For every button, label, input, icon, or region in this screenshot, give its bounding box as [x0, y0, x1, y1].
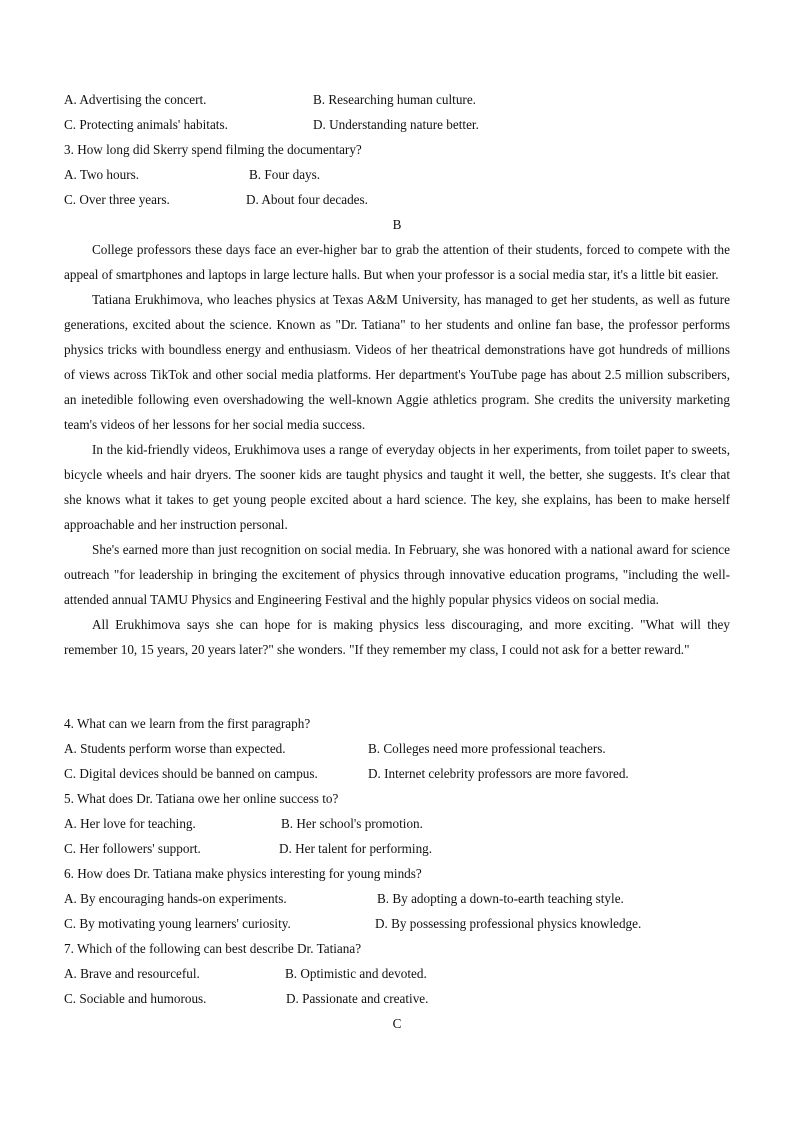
q6-option-b: B. By adopting a down-to-earth teaching style.: [377, 891, 624, 906]
q4-question: 4. What can we learn from the first paragraph?: [64, 716, 311, 731]
q2-option-d: D. Understanding nature better.: [313, 117, 479, 132]
q6-option-d: D. By possessing professional physics knowledge.: [375, 916, 642, 931]
q7-question: 7. Which of the following can best describe Dr. Tatiana?: [64, 941, 362, 956]
passage-b-paragraph-4: She's earned more than just recognition on social media. In February, she was honored with a national award for science outreach "for leadership in bringing the excitement of physics through innovative education programs, "including the well-attended annual TAMU Physics and Engineering Festival and the highly popular physics videos on social media.: [64, 542, 730, 607]
q3-option-c: C. Over three years.: [64, 192, 170, 207]
q4-option-b: B. Colleges need more professional teachers.: [368, 741, 606, 756]
section-b-heading: B: [392, 217, 402, 232]
passage-b: [64, 237, 730, 662]
q3-option-b: B. Four days.: [249, 167, 321, 182]
q6-option-a: A. By encouraging hands-on experiments.: [64, 891, 287, 906]
q2-option-b: B. Researching human culture.: [313, 92, 476, 107]
q5-option-d: D. Her talent for performing.: [279, 841, 433, 856]
q3-option-d: D. About four decades.: [246, 192, 368, 207]
q5-option-c: C. Her followers' support.: [64, 841, 201, 856]
passage-b-paragraph-5: All Erukhimova says she can hope for is making physics less discouraging, and more exciting. "What will they remember 10, 15 years, 20 years later?" she wonders. "If they remember my class, I could not ask for a better reward.": [64, 617, 730, 657]
q4-option-c: C. Digital devices should be banned on campus.: [64, 766, 318, 781]
q3-question: 3. How long did Skerry spend filming the documentary?: [64, 142, 362, 157]
passage-b-paragraph-1: College professors these days face an ever-higher bar to grab the attention of their students, forced to compete with the appeal of smartphones and laptops in large lecture halls. But when your professor is a social media star, it's a little bit easier.: [64, 242, 730, 282]
q4-option-a: A. Students perform worse than expected.: [64, 741, 286, 756]
q5-option-b: B. Her school's promotion.: [281, 816, 423, 831]
q6-question: 6. How does Dr. Tatiana make physics interesting for young minds?: [64, 866, 422, 881]
q3-option-a: A. Two hours.: [64, 167, 140, 182]
q7-option-b: B. Optimistic and devoted.: [285, 966, 427, 981]
section-c-heading: C: [392, 1016, 402, 1031]
q5-question: 5. What does Dr. Tatiana owe her online success to?: [64, 791, 339, 806]
q4-option-d: D. Internet celebrity professors are more favored.: [368, 766, 629, 781]
q6-option-c: C. By motivating young learners' curiosity.: [64, 916, 291, 931]
q2-option-a: A. Advertising the concert.: [64, 92, 207, 107]
q7-option-d: D. Passionate and creative.: [286, 991, 429, 1006]
q5-option-a: A. Her love for teaching.: [64, 816, 196, 831]
q2-option-c: C. Protecting animals' habitats.: [64, 117, 228, 132]
q7-option-a: A. Brave and resourceful.: [64, 966, 200, 981]
passage-b-paragraph-3: In the kid-friendly videos, Erukhimova uses a range of everyday objects in her experiments, from toilet paper to sweets, bicycle wheels and hair dryers. The sooner kids are taught physics and taught it well, the better, she suggests. It's clear that she knows what it takes to get young people excited about a hard science. The key, she explains, has been to make herself approachable and her instruction personal.: [64, 442, 730, 532]
q7-option-c: C. Sociable and humorous.: [64, 991, 207, 1006]
passage-b-paragraph-2: Tatiana Erukhimova, who leaches physics at Texas A&M University, has managed to get her students, as well as future generations, excited about the science. Known as "Dr. Tatiana" to her students and online fan base, the professor performs physics tricks with boundless energy and enthusiasm. Videos of her theatrical demonstrations have got hundreds of millions of views across TikTok and other social media platforms. Her department's YouTube page has about 2.5 million subscribers, an inetedible following even overshadowing the well-known Aggie athletics program. She credits the university marketing team's videos of her lessons for her social media success.: [64, 292, 730, 432]
